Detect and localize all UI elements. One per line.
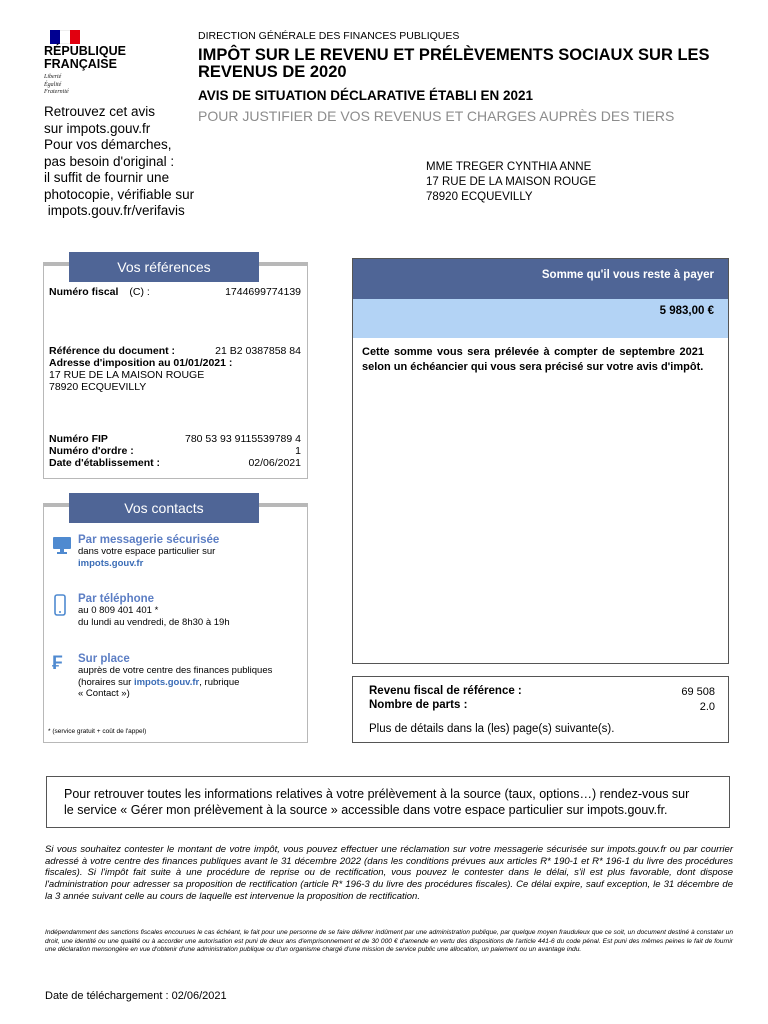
verification-notice [44, 104, 219, 220]
fraud-legal-fine-print: Indépendamment des sanctions fiscales encourues le cas échéant, le fait pour une personne de se faire délivrer indûment par une administration publique, par quelque moyen frauduleux que ce soit, un document destiné à constater un droit, une identité ou une qualité ou à accorder une autorisation est puni de deux ans d'emprisonnement et de 30 000 € d'amende en vertu des dispositions de l'article 441-6 du code pénal. Est puni des mêmes peines le fait de fournir une déclaration mensongère en vue d'obtenir d'une administration publique ou d'un organisme chargé d'une mission de service public une allocation, un paiement ou un avantage indu. [45, 929, 733, 953]
notice-line: impots.gouv.fr/verifavis [44, 203, 185, 218]
notice-line: photocopie, vérifiable sur [44, 186, 195, 202]
french-flag-logo [50, 30, 80, 44]
contestation-legal-text: Si vous souhaitez contester le montant de votre impôt, vous pouvez effectuer une réclamation sur votre messagerie sécurisée sur impots.gouv.fr ou par courrier adressé à votre centre des finances publiques avant le 31 décembre 2022 (dans les conditions prévues aux articles R* 190-1 et R* 196-1 du livre des procédures fiscales). Si l'impôt fait suite à une procédure de reprise ou de rectification, vous pouvez le contester dans le délai, s'il est plus favorable, dont dispose l'administration pour adresser sa proposition de rectification (article R* 196-3 du livre des procédures fiscales). Ce délai expire, sauf exception, le 31 décembre de la 3 année suivant celle au cours de laquelle est intervenue la proposition de rectification. [45, 844, 733, 902]
smartphone-icon [54, 594, 66, 621]
info-line1: Pour retrouver toutes les informations relatives à votre prélèvement à la source (taux, options…) rendez-vous sur [64, 787, 690, 801]
place-line2-post: , rubrique [199, 676, 240, 688]
doc-reference-label: Référence du document : [49, 345, 176, 357]
motto-fraternite: Fraternité [44, 89, 69, 95]
addressee-block [426, 160, 596, 205]
messaging-contact [78, 534, 219, 569]
parts-label: Nombre de parts : [369, 699, 468, 711]
details-note: Plus de détails dans la (les) page(s) suivante(s). [369, 723, 615, 735]
document-subtitle: AVIS DE SITUATION DÉCLARATIVE ÉTABLI EN 2021 [198, 88, 534, 103]
order-number-label: Numéro d'ordre : [49, 445, 134, 457]
tax-address [49, 369, 204, 393]
phone-title: Par téléphone [78, 593, 155, 605]
fip-value: 780 53 93 9115539789 4 [184, 433, 301, 445]
motto-egalite: Égalité [44, 81, 62, 88]
logo-title-line1: RÉPUBLIQUE [44, 44, 126, 58]
references-panel [43, 259, 308, 479]
notice-line: il suffit de fournir une [44, 170, 170, 185]
place-link[interactable]: impots.gouv.fr [133, 676, 200, 688]
notice-line: Pour vos démarches, [44, 137, 172, 152]
fiscal-code: (C) : [129, 286, 150, 298]
messaging-title: Par messagerie sécurisée [78, 534, 220, 546]
amount-due-header: Somme qu'il vous reste à payer [353, 259, 728, 299]
fip-label: Numéro FIP [49, 433, 108, 445]
notice-line: pas besoin d'original : [44, 153, 175, 169]
amount-due-value: 5 983,00 € [353, 299, 728, 338]
motto-liberte: Liberté [44, 74, 62, 80]
messaging-link[interactable]: impots.gouv.fr [78, 557, 144, 569]
logo-title-line2: FRANÇAISE [44, 57, 117, 71]
references-tab: Vos références [69, 252, 259, 282]
doc-reference-value: 21 B2 0387858 84 [215, 345, 301, 357]
withholding-info-box [46, 776, 730, 828]
addressee-name: MME TREGER CYNTHIA ANNE [426, 161, 592, 173]
notice-line: Retrouvez cet avis [44, 104, 156, 119]
tax-address-line1: 17 RUE DE LA MAISON ROUGE [49, 369, 205, 381]
franc-symbol-icon: ₣ [52, 653, 63, 674]
rfr-value: 69 508 [681, 686, 715, 698]
addressee-city: 78920 ECQUEVILLY [426, 191, 533, 203]
document-purpose: POUR JUSTIFIER DE VOS REVENUS ET CHARGES AUPRÈS DES TIERS [198, 108, 675, 124]
issue-date-value: 02/06/2021 [248, 457, 301, 469]
phone-contact [78, 593, 230, 628]
issue-date-label: Date d'établissement : [49, 457, 161, 469]
place-line3: « Contact ») [78, 688, 130, 699]
document-title: IMPÔT SUR LE REVENU ET PRÉLÈVEMENTS SOCIAUX SUR LES REVENUS DE 2020 [198, 46, 710, 81]
amount-due-panel [352, 258, 729, 664]
direction-label: DIRECTION GÉNÉRALE DES FINANCES PUBLIQUES [198, 30, 460, 42]
monitor-icon [52, 536, 72, 559]
place-line1: auprès de votre centre des finances publiques [78, 665, 273, 676]
place-title: Sur place [78, 653, 130, 665]
fiscal-label-text: Numéro fiscal [49, 286, 119, 298]
phone-hours: du lundi au vendredi, de 8h30 à 19h [78, 616, 230, 628]
notice-line: sur impots.gouv.fr [44, 120, 151, 136]
tax-address-line2: 78920 ECQUEVILLY [49, 381, 147, 393]
tax-address-label: Adresse d'imposition au 01/01/2021 : [49, 357, 233, 369]
place-line2 [78, 677, 272, 689]
fiscal-number-label [49, 286, 150, 298]
addressee-street: 17 RUE DE LA MAISON ROUGE [426, 176, 596, 188]
amount-due-explanation: Cette somme vous sera prélevée à compter de septembre 2021 selon un échéancier qui vous sera précisé sur votre avis d'impôt. [362, 346, 704, 373]
logo-motto [44, 74, 69, 97]
info-line2: le service « Gérer mon prélèvement à la source » accessible dans votre espace particulier sur impots.gouv.fr. [64, 803, 668, 817]
place-line2-pre: (horaires sur [78, 676, 134, 688]
fiscal-number-value: 1744699774139 [225, 286, 301, 298]
order-number-value: 1 [295, 445, 301, 457]
contacts-panel [43, 500, 308, 743]
phone-footnote: * (service gratuit + coût de l'appel) [48, 728, 147, 735]
messaging-text: dans votre espace particulier sur [78, 546, 216, 557]
parts-value: 2.0 [699, 701, 715, 713]
rfr-label: Revenu fiscal de référence : [369, 685, 522, 697]
republique-francaise-logo [44, 45, 126, 71]
download-date: Date de téléchargement : 02/06/2021 [45, 990, 227, 1002]
in-person-contact [78, 653, 272, 700]
contacts-tab: Vos contacts [69, 493, 259, 523]
income-summary-panel [352, 676, 729, 743]
phone-number[interactable]: au 0 809 401 401 * [78, 605, 159, 616]
